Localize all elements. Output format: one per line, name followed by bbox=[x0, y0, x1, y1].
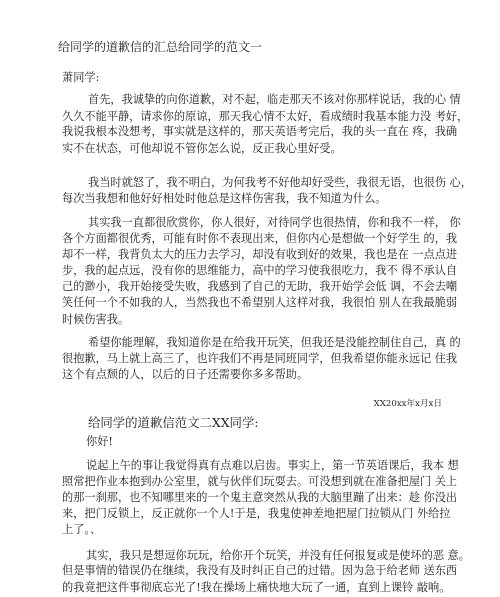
text-line: 希望你能理解，我知道你是在给我开玩笑，但我还是没能控制住自己，真 的 bbox=[88, 336, 461, 350]
text-line: 其实我一直都很欣赏你，你人很好，对待同学也很热情，你和我不一样， 你 bbox=[88, 215, 461, 229]
text-line: 上了。、 bbox=[62, 523, 102, 537]
text-line: 这个有点颓的人，以后的日子还需要你多多帮助。 bbox=[62, 368, 309, 382]
text-line: 说起上午的事让我觉得真有点难以启齿。事实上，第一节英语课后，我本 想 bbox=[86, 458, 459, 472]
text-line: 我当时就怒了，我不明白，为何我考不好他却好受些，我很无语，也很伤 心， bbox=[88, 175, 472, 189]
text-line: 笑任何一个不如我的人，当然我也不希望别人这样对我，我很怕 别人在我最脆弱 bbox=[62, 296, 458, 309]
text-line: 我说我根本没想考，事实就是这样的，那天英语考完后，我的头一直在 疼，我确 bbox=[62, 125, 458, 139]
text-line: 各个方面都很优秀，可能有时你不表现出来，但你内心是想做一个好学生 的，我 bbox=[62, 231, 458, 245]
text-line: 首先，我诚挚的向你道歉，对不起，临走那天不该对你那样说话，我的心 情 bbox=[88, 93, 461, 107]
text-line: 己的渺小，我开始接受失败，我感到了自己的无助，我开始学会低 调，不会去嘲 bbox=[62, 280, 458, 294]
text-line: 的那一刹那，也不知哪里来的一个鬼主意突然从我的大脑里蹦了出来：趁 你没出 bbox=[62, 491, 458, 505]
doc1-title: 给同学的道歉信的汇总给同学的范文一 bbox=[58, 40, 263, 54]
text-line: 来，把门反锁上，反正就你一个人!于是，我鬼使神差地把屋门拉锁从门 外给拉 bbox=[62, 506, 451, 520]
text-line: 很抱歉，马上就上高三了，也许我们不再是同班同学，但我希望你能永远记 住我 bbox=[62, 351, 458, 365]
text-line: 其实，我只是想逗你玩玩，给你开个玩笑，并没有任何报复或是使坏的恶 意。 bbox=[86, 548, 470, 562]
text-line: 却不一样，我背负太大的压力去学习，却没有收到好的效果，我也是在 一点点进 bbox=[62, 248, 458, 262]
doc1-salutation: 萧同学: bbox=[62, 71, 100, 85]
doc2-title: 给同学的道歉信范文二XX同学: bbox=[88, 415, 259, 431]
text-line: 久久不能平静，请求你的原谅，那天我心情不太好，看成绩时我基本能力没 考好， bbox=[62, 109, 469, 123]
doc1-date: XX20xx年x月x日 bbox=[373, 399, 442, 410]
text-line: 但是事情的错误仍在继续，我没有及时纠正自己的过错。因为急于给老师 送东西 bbox=[62, 564, 458, 578]
text-line: 的我竟把这件事彻底忘光了!我在操场上痛快地大玩了一通，直到上课铃 敲响。 bbox=[62, 580, 451, 594]
text-line: 照常把作业本抱到办公室里，就与伙伴们玩耍去。可没想到就在准备把屋门 关上 bbox=[62, 474, 458, 488]
text-line: 每次当我想和他好好相处时他总是这样伤害我，我不知道为什么。 bbox=[62, 191, 387, 205]
text-line: 实不在状态，可他却说不管你怎么说，反正我心里好受。 bbox=[62, 141, 342, 155]
doc2-greeting: 你好! bbox=[86, 434, 113, 448]
text-line: 时候伤害我。 bbox=[62, 312, 130, 326]
text-line: 步，我的起点远，没有你的思维能力，高中的学习使我很吃力，我不 得不承认自 bbox=[62, 263, 458, 277]
